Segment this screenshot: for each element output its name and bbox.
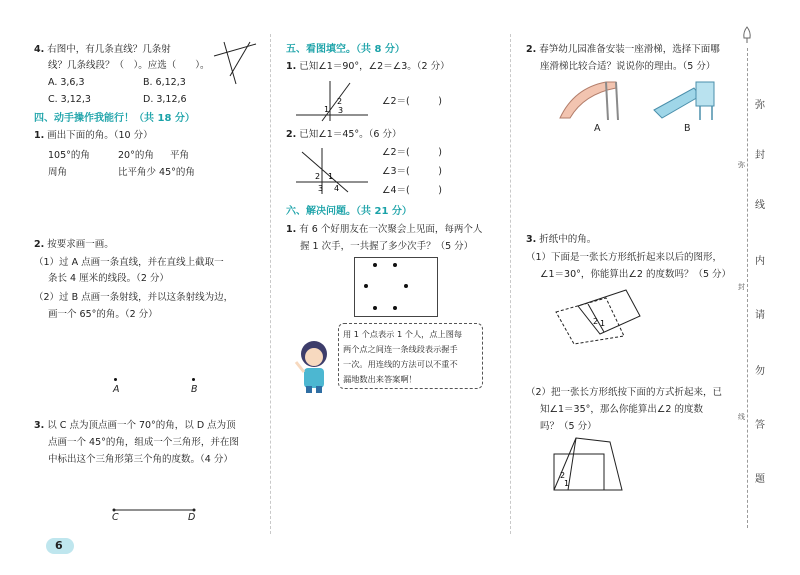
hint-line-1: 用 1 个点表示 1 个人，点上图每 xyxy=(343,329,463,339)
point-a-label: A xyxy=(113,384,120,395)
fig1-label-2: 2 xyxy=(337,97,343,106)
seal-char-7: 答 xyxy=(755,420,765,431)
q4-option-d: D. 3,12,6 xyxy=(143,94,187,105)
slide-a-illustration xyxy=(554,78,624,122)
q2-sub1-line2: 条长 4 厘米的线段。（2 分） xyxy=(48,273,169,284)
q1-full-angle: 周角 xyxy=(48,167,68,178)
fig2-label-2: 2 xyxy=(315,172,321,181)
seal-char-3: 线 xyxy=(755,200,765,211)
angle-figure-1 xyxy=(294,77,370,123)
q1-text: 1. 画出下面的角。（10 分） xyxy=(34,130,153,141)
c2-q3-line1: 1. 有 6 个好朋友在一次聚会上见面，每两个人 xyxy=(286,224,483,235)
section-4-title: 四、动手操作我能行！（共 18 分） xyxy=(34,113,195,124)
q4-option-b: B. 6,12,3 xyxy=(143,77,186,88)
segment-cd xyxy=(110,506,200,514)
seal-char-1: 弥 xyxy=(755,100,765,111)
q3-text-line2: 点画一个 45°的角，组成一个三角形，并在图 xyxy=(48,437,239,448)
c3-q3-text: 3. 折纸中的角。 xyxy=(526,234,597,245)
c3-q3-sub2-line1: （2）把一张长方形纸按下面的方式折起来，已 xyxy=(526,387,723,398)
slide-b-illustration xyxy=(650,78,720,122)
hint-line-3: 一次。用连线的方法可以不重不 xyxy=(343,359,458,369)
page-number-badge xyxy=(46,538,74,554)
fold1-label-2: 2 xyxy=(593,317,599,326)
fig2-label-3: 3 xyxy=(318,184,324,193)
point-c-label: C xyxy=(112,512,119,523)
q4-option-a: A. 3,6,3 xyxy=(48,77,85,88)
seal-small-2: 封 xyxy=(738,283,745,291)
angle-figure-2 xyxy=(294,146,370,196)
section-6-title: 六、解决问题。（共 21 分） xyxy=(286,206,412,217)
fold2-label-2: 2 xyxy=(560,471,566,480)
section-5-title: 五、看图填空。（共 8 分） xyxy=(286,44,405,55)
page-number: 6 xyxy=(55,539,63,552)
fold-figure-1 xyxy=(548,284,648,346)
fold-figure-2 xyxy=(548,434,648,494)
point-b-dot xyxy=(192,378,195,381)
q1-angle-135: 比平角少 45°的角 xyxy=(118,167,195,178)
q2-sub1-line1: （1）过 A 点画一条直线，并在直线上截取一 xyxy=(34,257,224,268)
person-dot-2 xyxy=(393,263,397,267)
c2-q2-blank-2: ∠2＝( ) xyxy=(382,147,442,158)
lines-figure xyxy=(210,40,258,88)
hint-line-4: 漏地数出来答案啊！ xyxy=(343,374,417,384)
c2-q1-blank: ∠2＝( ) xyxy=(382,96,442,107)
point-a-dot xyxy=(114,378,117,381)
c3-q2-line1: 2. 春笋幼儿园准备安装一座滑梯，选择下面哪 xyxy=(526,44,720,55)
q1-angle-20: 20°的角 xyxy=(118,150,154,161)
rocket-icon xyxy=(741,26,753,44)
slide-b-label: B xyxy=(684,123,691,134)
fold2-label-1: 1 xyxy=(564,479,570,488)
fig1-label-1: 1 xyxy=(324,105,330,114)
c3-q3-sub2-line2: 知∠1＝35°，那么你能算出∠2 的度数 xyxy=(540,404,703,415)
point-d-label: D xyxy=(188,512,196,523)
seal-small-1: 弥 xyxy=(738,161,745,169)
fig2-label-4: 4 xyxy=(334,184,340,193)
q4-text-line2: 线？几条线段？（ ）。应选（ ）。 xyxy=(48,60,210,71)
c3-q3-sub1-line1: （1）下面是一张长方形纸折起来以后的图形， xyxy=(526,252,723,263)
point-b-label: B xyxy=(191,384,198,395)
seal-char-8: 题 xyxy=(755,474,765,485)
hint-bubble xyxy=(338,323,483,389)
seal-small-3: 线 xyxy=(738,413,745,421)
c2-q2-blank-3: ∠3＝( ) xyxy=(382,166,442,177)
column-divider-1 xyxy=(270,34,271,534)
person-dot-4 xyxy=(404,284,408,288)
c2-q2-text: 2. 已知∠1＝45°。（6 分） xyxy=(286,129,402,140)
q1-angle-105: 105°的角 xyxy=(48,150,90,161)
q2-sub2-line2: 画一个 65°的角。（2 分） xyxy=(48,309,158,320)
person-dot-3 xyxy=(364,284,368,288)
c2-q3-line2: 握 1 次手，一共握了多少次手？（5 分） xyxy=(300,241,474,252)
c3-q3-sub2-line3: 吗？（5 分） xyxy=(540,421,597,432)
q3-text-line3: 中标出这个三角形第三个角的度数。（4 分） xyxy=(48,454,233,465)
c2-q1-text: 1. 已知∠1＝90°，∠2＝∠3。（2 分） xyxy=(286,61,450,72)
fig1-label-3: 3 xyxy=(338,106,344,115)
person-dot-1 xyxy=(373,263,377,267)
q2-text: 2. 按要求画一画。 xyxy=(34,239,114,250)
seal-char-4: 内 xyxy=(755,256,765,267)
c3-q2-line2: 座滑梯比较合适？说说你的理由。（5 分） xyxy=(540,61,716,72)
column-divider-2 xyxy=(510,34,511,534)
q3-text-line1: 3. 以 C 点为顶点画一个 70°的角，以 D 点为顶 xyxy=(34,420,236,431)
q2-sub2-line1: （2）过 B 点画一条射线，并以这条射线为边， xyxy=(34,292,234,303)
fold1-label-1: 1 xyxy=(600,319,606,328)
seal-char-5: 请 xyxy=(755,310,765,321)
hint-line-2: 两个点之间连一条线段表示握手 xyxy=(343,344,458,354)
c2-q2-blank-4: ∠4＝( ) xyxy=(382,185,442,196)
seal-char-6: 勿 xyxy=(755,366,765,377)
child-illustration xyxy=(292,338,336,394)
fig2-label-1: 1 xyxy=(328,172,334,181)
seal-char-2: 封 xyxy=(755,150,765,161)
q1-straight-angle: 平角 xyxy=(170,150,190,161)
q4-text-line1: 4. 右图中，有几条直线？几条射 xyxy=(34,44,171,55)
handshake-dots-box xyxy=(354,257,438,317)
slide-a-label: A xyxy=(594,123,601,134)
person-dot-5 xyxy=(373,306,377,310)
q4-option-c: C. 3,12,3 xyxy=(48,94,91,105)
person-dot-6 xyxy=(393,306,397,310)
seal-dashed-line xyxy=(747,48,748,528)
c3-q3-sub1-line2: ∠1＝30°，你能算出∠2 的度数吗？（5 分） xyxy=(540,269,732,280)
